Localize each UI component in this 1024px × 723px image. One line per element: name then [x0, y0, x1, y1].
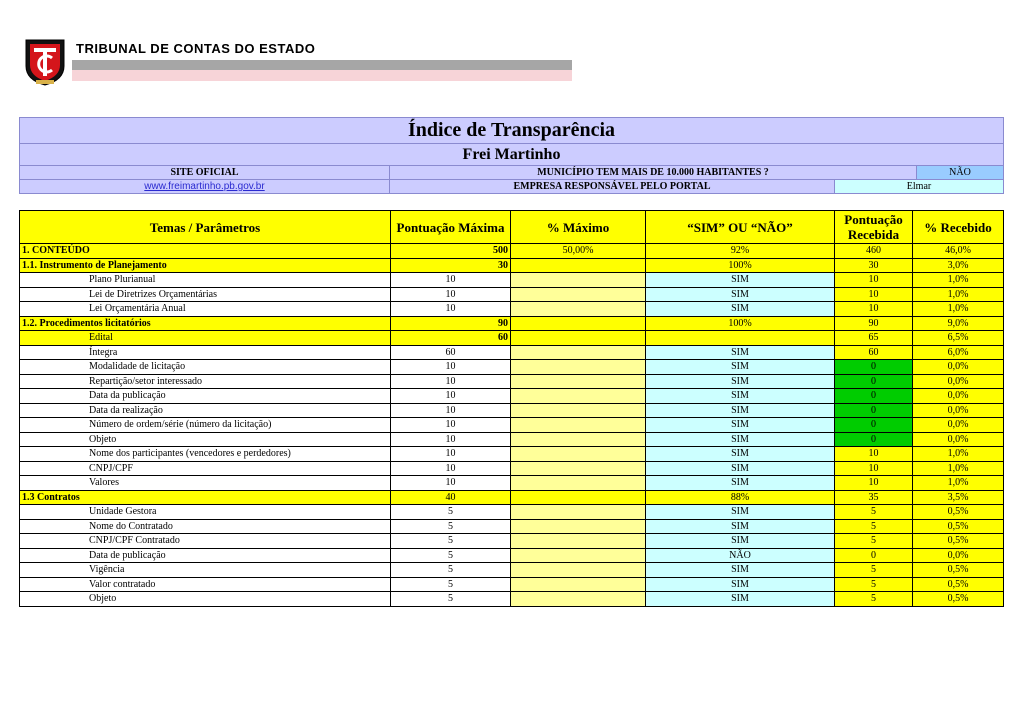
- row-yes-no: 100%: [646, 316, 835, 331]
- row-yes-no: SIM: [646, 403, 835, 418]
- row-yes-no: NÃO: [646, 548, 835, 563]
- row-max-score: 5: [391, 534, 511, 549]
- row-max-pct: [511, 345, 646, 360]
- row-max-score: 10: [391, 360, 511, 375]
- site-link[interactable]: www.freimartinho.pb.gov.br: [144, 181, 265, 192]
- row-received-score: 0: [835, 374, 913, 389]
- table-row: [20, 331, 1004, 346]
- table-row: [20, 345, 1004, 360]
- row-received-pct: 0,0%: [913, 548, 1004, 563]
- row-max-score: 10: [391, 287, 511, 302]
- table-row: [20, 360, 1004, 375]
- row-max-pct: [511, 461, 646, 476]
- row-name: Valor contratado: [20, 577, 391, 592]
- row-max-score: 10: [391, 432, 511, 447]
- row-received-score: 0: [835, 432, 913, 447]
- population-question: MUNICÍPIO TEM MAIS DE 10.000 HABITANTES ?: [390, 166, 917, 180]
- row-yes-no: SIM: [646, 592, 835, 607]
- table-row: [20, 302, 1004, 317]
- row-name: Plano Plurianual: [20, 273, 391, 288]
- row-received-pct: 6,0%: [913, 345, 1004, 360]
- row-max-pct: [511, 331, 646, 346]
- row-name: Edital: [20, 331, 391, 346]
- row-yes-no: 92%: [646, 244, 835, 259]
- score-table: [19, 210, 1004, 607]
- row-max-pct: [511, 374, 646, 389]
- row-received-pct: 1,0%: [913, 287, 1004, 302]
- row-received-pct: 9,0%: [913, 316, 1004, 331]
- row-yes-no: SIM: [646, 447, 835, 462]
- row-name: Data da realização: [20, 403, 391, 418]
- row-yes-no: SIM: [646, 534, 835, 549]
- row-max-pct: [511, 548, 646, 563]
- row-name: Íntegra: [20, 345, 391, 360]
- row-received-score: 30: [835, 258, 913, 273]
- table-row: [20, 505, 1004, 520]
- row-received-pct: 3,0%: [913, 258, 1004, 273]
- row-received-pct: 3,5%: [913, 490, 1004, 505]
- row-max-score: 10: [391, 403, 511, 418]
- table-row: [20, 447, 1004, 462]
- row-max-pct: [511, 273, 646, 288]
- row-max-pct: [511, 418, 646, 433]
- row-name: Vigência: [20, 563, 391, 578]
- row-received-score: 5: [835, 534, 913, 549]
- row-max-score: 60: [391, 345, 511, 360]
- row-yes-no: SIM: [646, 505, 835, 520]
- row-max-pct: [511, 519, 646, 534]
- row-name: 1.3 Contratos: [20, 490, 391, 505]
- company-label: EMPRESA RESPONSÁVEL PELO PORTAL: [390, 180, 835, 194]
- row-yes-no: SIM: [646, 461, 835, 476]
- row-max-pct: 50,00%: [511, 244, 646, 259]
- row-name: CNPJ/CPF: [20, 461, 391, 476]
- row-max-pct: [511, 316, 646, 331]
- row-max-pct: [511, 592, 646, 607]
- site-label: SITE OFICIAL: [20, 166, 390, 180]
- row-received-score: 0: [835, 548, 913, 563]
- row-name: CNPJ/CPF Contratado: [20, 534, 391, 549]
- row-max-score: 500: [391, 244, 511, 259]
- row-max-score: 10: [391, 418, 511, 433]
- row-yes-no: [646, 331, 835, 346]
- table-row: [20, 273, 1004, 288]
- row-received-score: 10: [835, 273, 913, 288]
- row-max-pct: [511, 447, 646, 462]
- row-max-score: 10: [391, 447, 511, 462]
- row-received-pct: 1,0%: [913, 447, 1004, 462]
- row-max-score: 5: [391, 563, 511, 578]
- row-max-score: 5: [391, 505, 511, 520]
- row-name: Data da publicação: [20, 389, 391, 404]
- row-name: Lei de Diretrizes Orçamentárias: [20, 287, 391, 302]
- row-max-pct: [511, 360, 646, 375]
- info-table: [19, 117, 1004, 194]
- row-yes-no: SIM: [646, 418, 835, 433]
- row-received-pct: 0,5%: [913, 577, 1004, 592]
- row-yes-no: SIM: [646, 432, 835, 447]
- row-max-pct: [511, 476, 646, 491]
- row-received-score: 0: [835, 403, 913, 418]
- col-header-themes: Temas / Parâmetros: [20, 211, 391, 244]
- table-row: [20, 461, 1004, 476]
- row-max-score: 10: [391, 476, 511, 491]
- row-name: Objeto: [20, 432, 391, 447]
- row-max-score: 10: [391, 273, 511, 288]
- row-max-score: 90: [391, 316, 511, 331]
- org-name: TRIBUNAL DE CONTAS DO ESTADO: [76, 41, 316, 56]
- row-yes-no: 100%: [646, 258, 835, 273]
- row-name: Repartição/setor interessado: [20, 374, 391, 389]
- table-row: [20, 519, 1004, 534]
- row-yes-no: SIM: [646, 302, 835, 317]
- row-max-score: 60: [391, 331, 511, 346]
- row-max-score: 40: [391, 490, 511, 505]
- header-bar-gray: [72, 60, 572, 70]
- row-name: Valores: [20, 476, 391, 491]
- population-answer: NÃO: [917, 166, 1004, 180]
- row-name: 1.2. Procedimentos licitatórios: [20, 316, 391, 331]
- row-yes-no: SIM: [646, 563, 835, 578]
- row-received-pct: 6,5%: [913, 331, 1004, 346]
- row-received-pct: 0,0%: [913, 418, 1004, 433]
- row-received-score: 5: [835, 563, 913, 578]
- row-received-pct: 46,0%: [913, 244, 1004, 259]
- row-max-score: 5: [391, 519, 511, 534]
- header-bar-pink: [72, 70, 572, 81]
- row-max-score: 30: [391, 258, 511, 273]
- row-received-pct: 1,0%: [913, 302, 1004, 317]
- table-row: [20, 418, 1004, 433]
- row-yes-no: SIM: [646, 519, 835, 534]
- row-max-pct: [511, 432, 646, 447]
- row-name: 1.1. Instrumento de Planejamento: [20, 258, 391, 273]
- table-row: [20, 287, 1004, 302]
- table-row: [20, 389, 1004, 404]
- row-max-score: 5: [391, 577, 511, 592]
- row-received-pct: 1,0%: [913, 476, 1004, 491]
- row-received-score: 90: [835, 316, 913, 331]
- page-title: Índice de Transparência: [20, 118, 1004, 144]
- row-received-pct: 0,5%: [913, 534, 1004, 549]
- row-yes-no: SIM: [646, 577, 835, 592]
- row-received-pct: 0,0%: [913, 360, 1004, 375]
- row-max-pct: [511, 534, 646, 549]
- row-received-score: 0: [835, 389, 913, 404]
- row-received-pct: 1,0%: [913, 273, 1004, 288]
- row-max-score: 10: [391, 302, 511, 317]
- col-header-max-score: Pontuação Máxima: [391, 211, 511, 244]
- row-received-score: 65: [835, 331, 913, 346]
- row-received-score: 60: [835, 345, 913, 360]
- row-received-score: 5: [835, 519, 913, 534]
- table-row: [20, 403, 1004, 418]
- row-received-score: 10: [835, 476, 913, 491]
- row-name: 1. CONTEÚDO: [20, 244, 391, 259]
- row-max-pct: [511, 389, 646, 404]
- row-received-pct: 1,0%: [913, 461, 1004, 476]
- row-received-pct: 0,0%: [913, 403, 1004, 418]
- row-received-pct: 0,5%: [913, 505, 1004, 520]
- row-received-score: 0: [835, 360, 913, 375]
- row-received-score: 460: [835, 244, 913, 259]
- table-row: [20, 490, 1004, 505]
- row-received-pct: 0,0%: [913, 374, 1004, 389]
- row-received-pct: 0,0%: [913, 389, 1004, 404]
- row-received-score: 10: [835, 302, 913, 317]
- tce-logo-icon: [22, 36, 68, 86]
- row-max-pct: [511, 577, 646, 592]
- row-max-pct: [511, 490, 646, 505]
- row-name: Data de publicação: [20, 548, 391, 563]
- row-name: Nome dos participantes (vencedores e perdedores): [20, 447, 391, 462]
- row-received-score: 10: [835, 447, 913, 462]
- row-yes-no: SIM: [646, 476, 835, 491]
- row-yes-no: SIM: [646, 287, 835, 302]
- row-max-pct: [511, 505, 646, 520]
- table-row: [20, 316, 1004, 331]
- row-yes-no: SIM: [646, 345, 835, 360]
- row-name: Número de ordem/série (número da licitação): [20, 418, 391, 433]
- col-header-received-pct: % Recebido: [913, 211, 1004, 244]
- row-received-score: 10: [835, 461, 913, 476]
- row-name: Lei Orçamentária Anual: [20, 302, 391, 317]
- row-max-score: 5: [391, 592, 511, 607]
- municipality-name: Frei Martinho: [20, 144, 1004, 166]
- table-row: [20, 534, 1004, 549]
- row-name: Objeto: [20, 592, 391, 607]
- row-max-score: 10: [391, 461, 511, 476]
- col-header-received-score: Pontuação Recebida: [835, 211, 913, 244]
- row-name: Unidade Gestora: [20, 505, 391, 520]
- row-max-pct: [511, 403, 646, 418]
- row-received-pct: 0,5%: [913, 519, 1004, 534]
- table-row: [20, 548, 1004, 563]
- row-name: Modalidade de licitação: [20, 360, 391, 375]
- row-yes-no: SIM: [646, 389, 835, 404]
- row-yes-no: SIM: [646, 360, 835, 375]
- table-row: [20, 476, 1004, 491]
- row-yes-no: 88%: [646, 490, 835, 505]
- table-row: [20, 563, 1004, 578]
- row-name: Nome do Contratado: [20, 519, 391, 534]
- table-row: [20, 432, 1004, 447]
- table-row: [20, 577, 1004, 592]
- row-received-pct: 0,5%: [913, 563, 1004, 578]
- row-max-score: 10: [391, 389, 511, 404]
- row-max-pct: [511, 563, 646, 578]
- company-name: Elmar: [835, 180, 1004, 194]
- row-max-score: 5: [391, 548, 511, 563]
- table-row: [20, 592, 1004, 607]
- row-received-score: 5: [835, 592, 913, 607]
- table-row: [20, 244, 1004, 259]
- row-max-pct: [511, 258, 646, 273]
- table-row: [20, 258, 1004, 273]
- col-header-max-pct: % Máximo: [511, 211, 646, 244]
- row-yes-no: SIM: [646, 374, 835, 389]
- row-received-score: 5: [835, 577, 913, 592]
- row-yes-no: SIM: [646, 273, 835, 288]
- row-max-pct: [511, 302, 646, 317]
- row-received-pct: 0,5%: [913, 592, 1004, 607]
- table-row: [20, 374, 1004, 389]
- col-header-yes-no: “SIM” OU “NÃO”: [646, 211, 835, 244]
- row-received-score: 5: [835, 505, 913, 520]
- row-max-pct: [511, 287, 646, 302]
- row-received-score: 0: [835, 418, 913, 433]
- row-received-score: 35: [835, 490, 913, 505]
- row-received-pct: 0,0%: [913, 432, 1004, 447]
- row-max-score: 10: [391, 374, 511, 389]
- row-received-score: 10: [835, 287, 913, 302]
